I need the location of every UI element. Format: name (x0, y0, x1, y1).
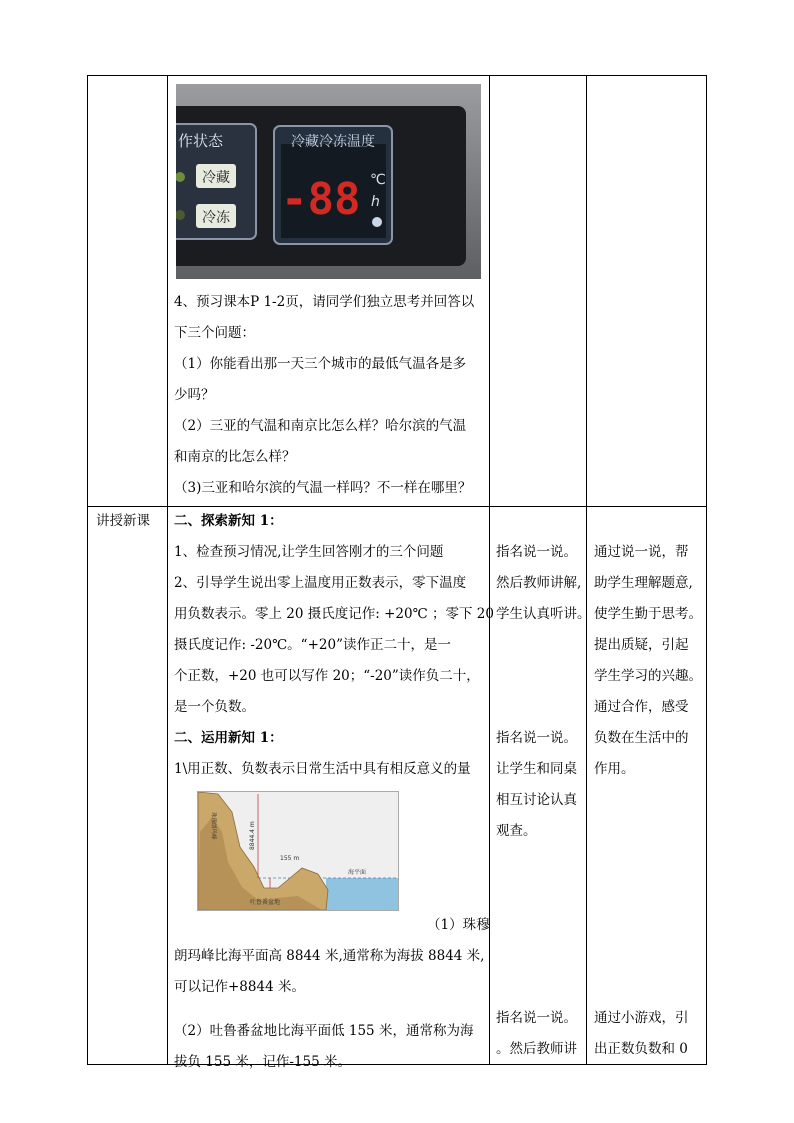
lesson-content-upper (174, 506, 494, 785)
content-line: 可以记作+8844 米。 (174, 979, 305, 995)
preview-line: （1）你能看出那一天三个城市的最低气温各是多 (174, 356, 467, 372)
teacher-activity-2: 指名说一说。 让学生和同桌 相互讨论认真 观查。 (496, 730, 577, 839)
altitude-illustration (197, 791, 399, 911)
content-line: 1、检查预习情况,让学生回答刚才的三个问题 (174, 544, 444, 560)
snowflake-icon (372, 217, 382, 227)
content-line: 朗玛峰比海平面高 8844 米,通常称为海拔 8844 米, (174, 948, 485, 964)
preview-line: 少吗？ (174, 387, 215, 403)
preview-line: （3)三亚和哈尔滨的气温一样吗？不一样在哪里？ (174, 480, 472, 496)
basin-label: 吐鲁番盆地 (250, 899, 281, 906)
content-line: （2）吐鲁番盆地比海平面低 155 米，通常称为海 (174, 1023, 474, 1039)
depth-label: 155 m (280, 855, 300, 862)
lesson-table (87, 75, 707, 1070)
content-line: 个正数，+20 也可以写作 20；“-20”读作负二十， (174, 668, 480, 684)
content-line: 拔负 155 米，记作-155 米。 (174, 1054, 351, 1070)
hour-unit: h (371, 194, 380, 210)
panel-right-title: 冷藏冷冻温度 (291, 134, 375, 150)
temperature-digits: -88 (281, 174, 361, 225)
preview-line: （2）三亚的气温和南京比怎么样？哈尔滨的气温 (174, 418, 467, 434)
item1-start: （1）珠穆 (427, 917, 490, 933)
peak-label: 珠穆朗玛峰 (210, 812, 216, 840)
teacher-activity-1: 指名说一说。 然后教师讲解, 学生认真听讲。 (496, 544, 591, 622)
content-line: 是一个负数。 (174, 699, 255, 715)
content-line: 1\用正数、负数表示日常生活中具有相反意义的量 (174, 761, 471, 777)
panel-left-title: 作状态 (178, 132, 224, 150)
height-label: 8844.4 m (249, 821, 256, 850)
design-intent-2: 通过小游戏，引 出正数负数和 0 (594, 1010, 689, 1057)
preview-line: 和南京的比怎么样？ (174, 449, 296, 465)
content-line: 2、引导学生说出零上温度用正数表示，零下温度 (174, 575, 467, 591)
content-line: 摄氏度记作: -20℃。“+20”读作正二十，是一 (174, 637, 451, 653)
column-divider (167, 76, 168, 1064)
freeze-button: 冷冻 (202, 210, 230, 226)
freezer-display-photo (176, 84, 481, 279)
design-intent-1: 通过说一说，帮 助学生理解题意, 使学生勤于思考。 提出质疑，引起 学生学习的兴趣。 通过合作，感受 负数在生活中的 作用。 (594, 544, 702, 777)
preview-line: 4、预习课本P 1-2页，请同学们独立思考并回答以 (174, 294, 475, 310)
section-heading: 二、探索新知 1： (174, 513, 283, 529)
refrigerate-button: 冷藏 (202, 170, 230, 186)
stage-label: 讲授新课 (96, 513, 150, 529)
lesson-content-lower (174, 941, 484, 1078)
preview-line: 下三个问题： (174, 325, 255, 341)
content-line: 用负数表示。零上 20 摄氏度记作: +20℃ ；零下 20 (174, 606, 494, 622)
sea-level-label: 海平面 (348, 869, 367, 876)
celsius-unit: ℃ (370, 172, 386, 188)
teacher-activity-3: 指名说一说。 。然后教师讲 (496, 1010, 577, 1057)
preview-questions (174, 287, 474, 504)
section-heading: 二、运用新知 1： (174, 730, 283, 746)
